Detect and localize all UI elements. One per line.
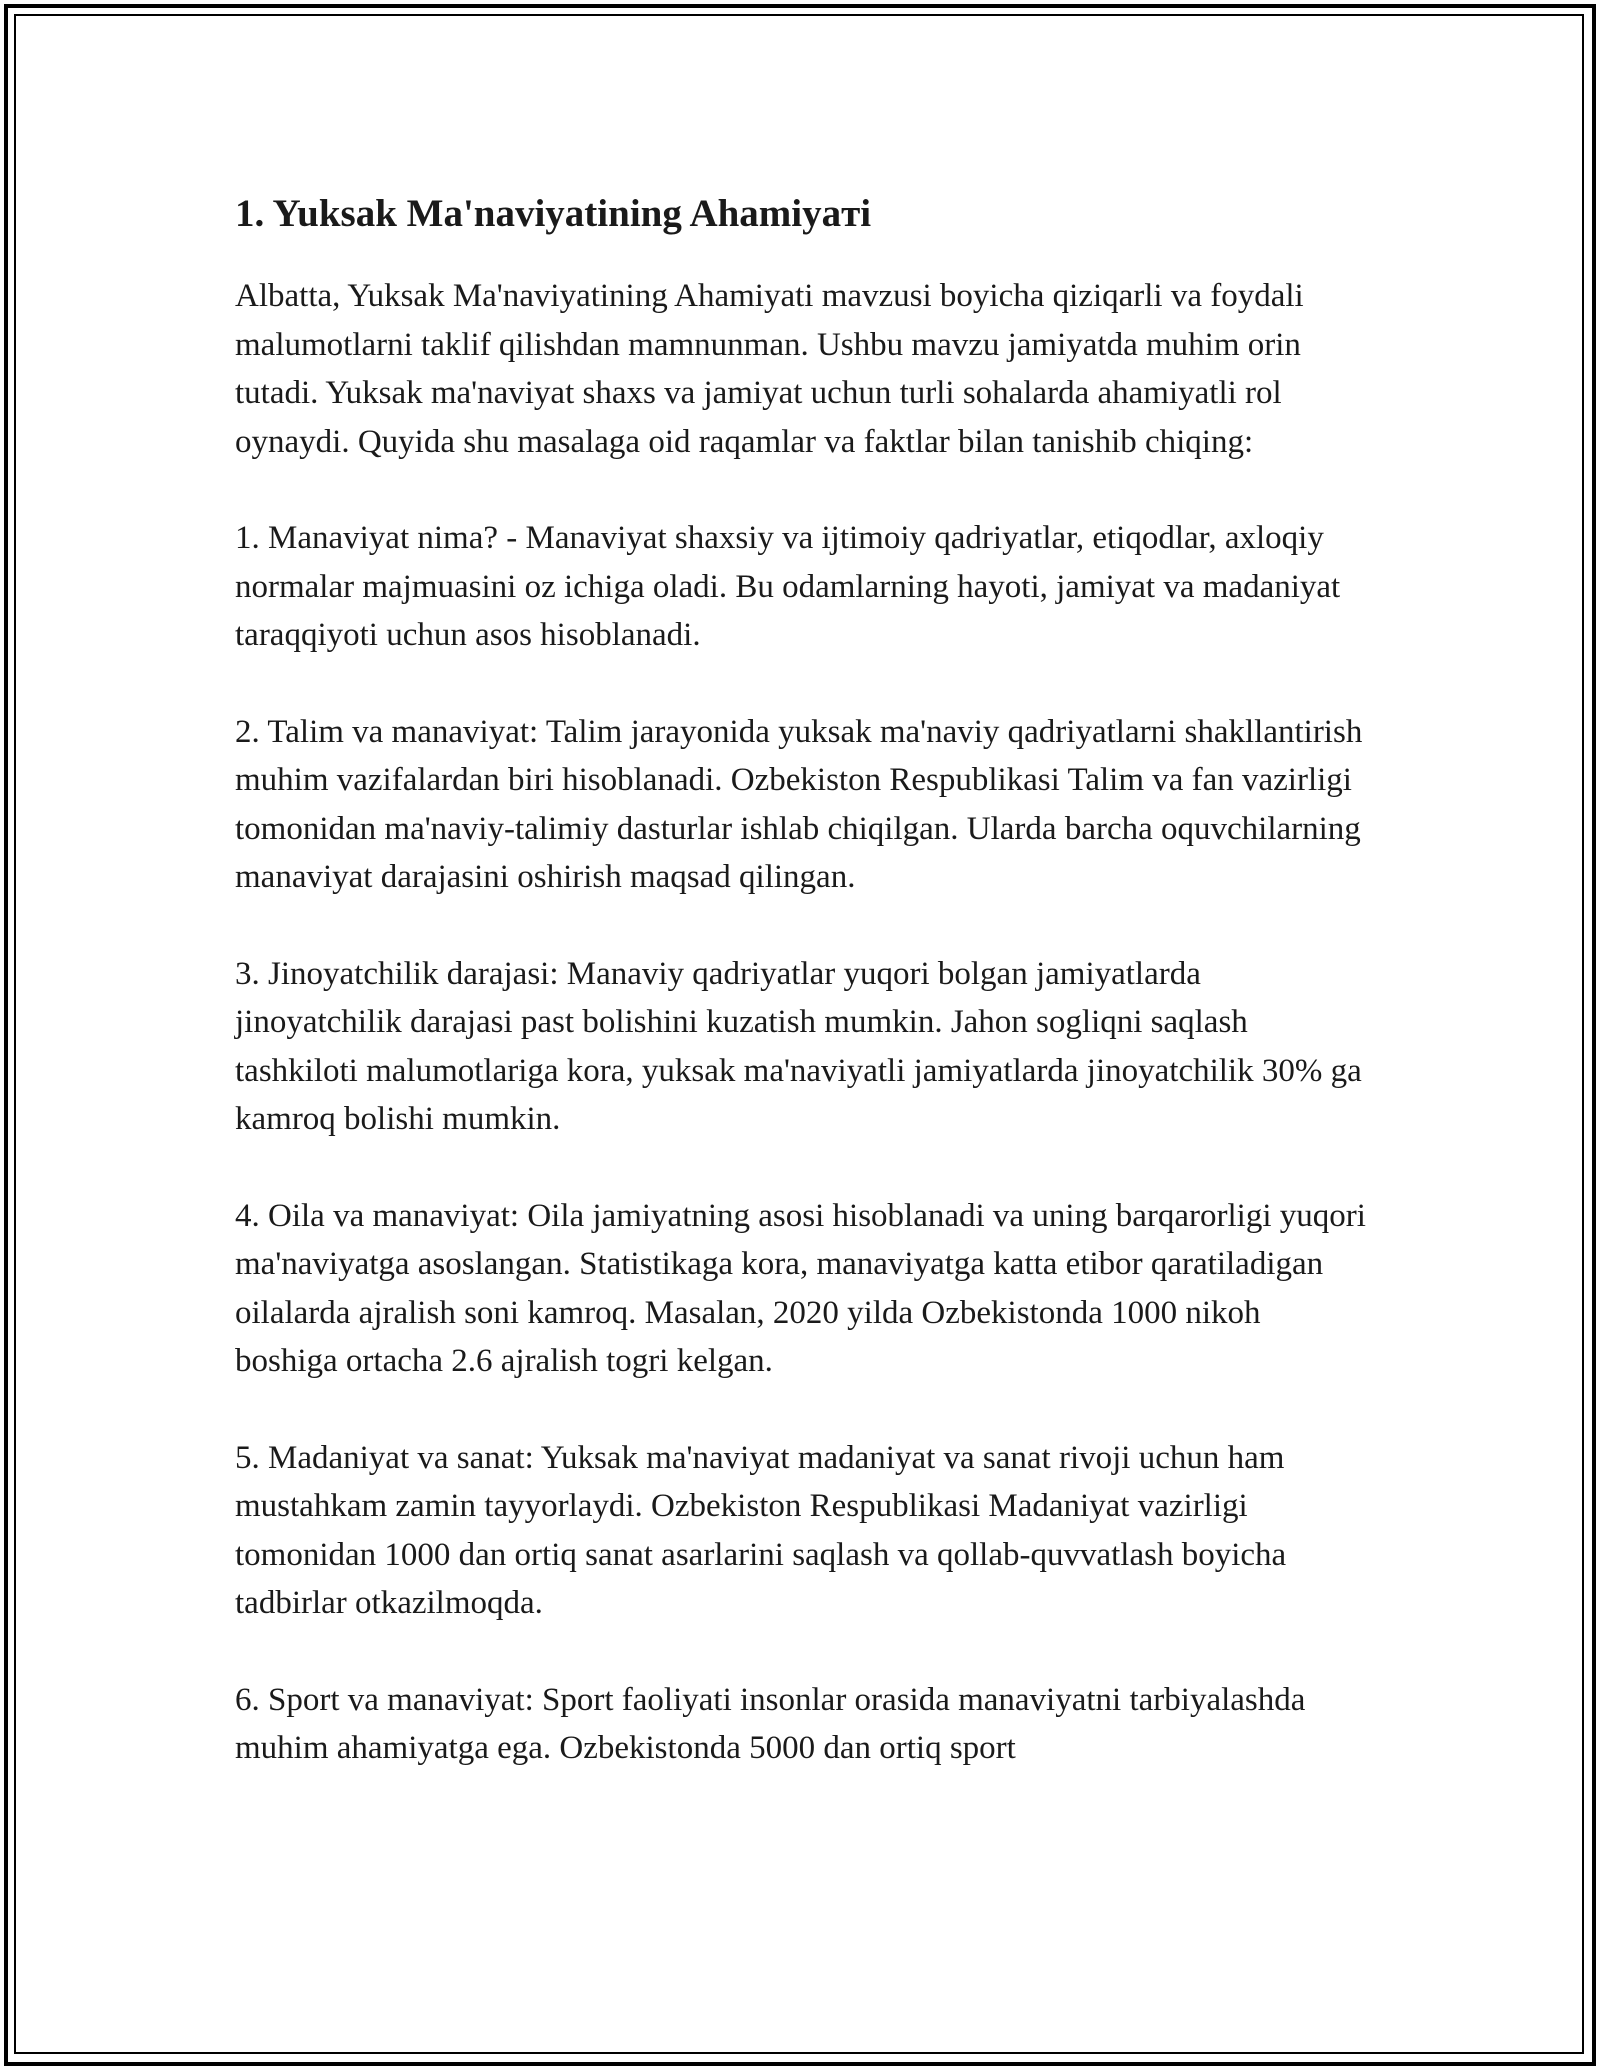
paragraph-manaviyat-nima: 1. Manaviyat nima? - Manaviyat shaxsiy va ijtimoiy qadriyatlar, etiqodlar, axloqiy normalar majmuasini oz ichiga oladi. Bu odamlarning hayoti, jamiyat va madaniyat taraqqiyoti uchun asos hisoblanadi. (235, 520, 1341, 653)
paragraph-sport: 6. Sport va manaviyat: Sport faoliyati insonlar orasida manaviyatni tarbiyalashda muhim ahamiyatga ega. Ozbekistonda 5000 dan ortiq sport (235, 1681, 1306, 1766)
document-title: 1. Yuksak Ma'naviyatining Ahamiyaтi (235, 192, 872, 235)
intro-paragraph: Albatta, Yuksak Ma'naviyatining Ahamiyati mavzusi boyicha qiziqarli va foydali malumotlarni taklif qilishdan mamnunman. Ushbu mavzu jamiyatda muhim orin tutadi. Yuksak ma'naviyat shaxs va jamiyat uchun turli sohalarda ahamiyatli rol oynaydi. Quyida shu masalaga oid raqamlar va faktlar bilan tanishib chiqing: (235, 278, 1304, 460)
document-body (235, 182, 1370, 1821)
paragraph-talim: 2. Talim va manaviyat: Talim jarayonida yuksak ma'naviy qadriyatlarni shakllantirish muhim vazifalardan biri hisoblanadi. Ozbekiston Respublikasi Talim va fan vazirligi tomonidan ma'naviy-talimiy dasturlar ishlab chiqilgan. Ularda barcha oquvchilarning manaviyat darajasini oshirish maqsad qilingan. (235, 713, 1363, 895)
paragraph-madaniyat: 5. Madaniyat va sanat: Yuksak ma'naviyat madaniyat va sanat rivoji uchun ham mustahkam zamin tayyorlaydi. Ozbekiston Respublikasi Madaniyat vazirligi tomonidan 1000 dan ortiq sanat asarlarini saqlash va qollab-quvvatlash boyicha tadbirlar otkazilmoqda. (235, 1439, 1287, 1621)
paragraph-jinoyatchilik: 3. Jinoyatchilik darajasi: Manaviy qadriyatlar yuqori bolgan jamiyatlarda jinoyatchilik darajasi past bolishini kuzatish mumkin. Jahon sogliqni saqlash tashkiloti malumotlariga kora, yuksak ma'naviyatli jamiyatlarda jinoyatchilik 30% ga kamroq bolishi mumkin. (235, 955, 1362, 1137)
paragraph-oila: 4. Oila va manaviyat: Oila jamiyatning asosi hisoblanadi va uning barqarorligi yuqori ma'naviyatga asoslangan. Statistikaga kora, manaviyatga katta etibor qaratiladigan oilalarda ajralish soni kamroq. Masalan, 2020 yilda Ozbekistonda 1000 nikoh boshiga ortacha 2.6 ajralish togri kelgan. (235, 1197, 1366, 1379)
